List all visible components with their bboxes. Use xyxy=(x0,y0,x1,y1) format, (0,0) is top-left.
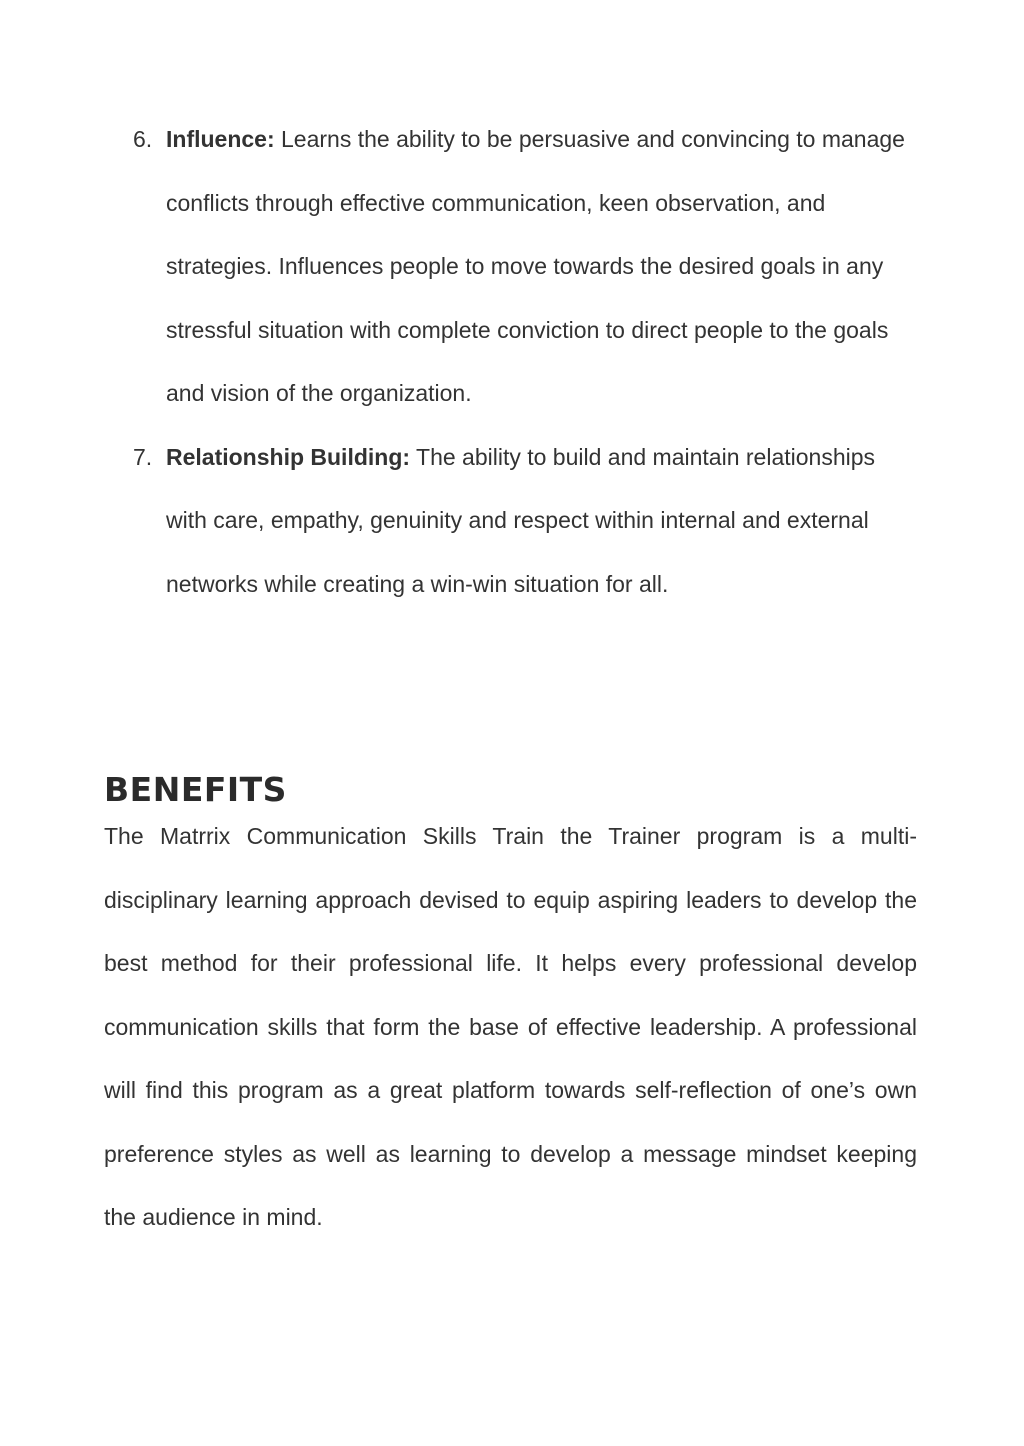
list-item-relationship-building xyxy=(0,426,906,617)
benefits-heading: BENEFITS xyxy=(104,770,287,809)
benefits-paragraph: The Matrrix Communication Skills Train the Trainer program is a multi-disciplinary learning approach devised to equip aspiring leaders to develop the best method for their professional life. It helps every professional develop communication skills that form the base of effective leadership. A professional will find this program as a great platform towards self-reflection of one’s own preference styles as well as learning to develop a message mindset keeping the audience in mind. xyxy=(104,823,917,1230)
list-item-influence xyxy=(0,108,906,426)
competency-list xyxy=(0,108,1024,616)
list-item-number: 7. xyxy=(133,443,153,470)
list-item-term: Relationship Building: xyxy=(166,443,411,470)
list-item-text: Learns the ability to be persuasive and convincing to manage conflicts through effective communication, keen observation, and strategies. Influences people to move towards the desired goals in any stressful situation with complete conviction to direct people to the goals and vision of the organization. xyxy=(166,126,905,406)
list-item-term: Influence: xyxy=(166,126,275,152)
list-item-number: 6. xyxy=(133,126,153,152)
list-item-text: The ability to build and maintain relationships with care, empathy, genuinity and respect within internal and external networks while creating a win-win situation for all. xyxy=(166,443,876,597)
